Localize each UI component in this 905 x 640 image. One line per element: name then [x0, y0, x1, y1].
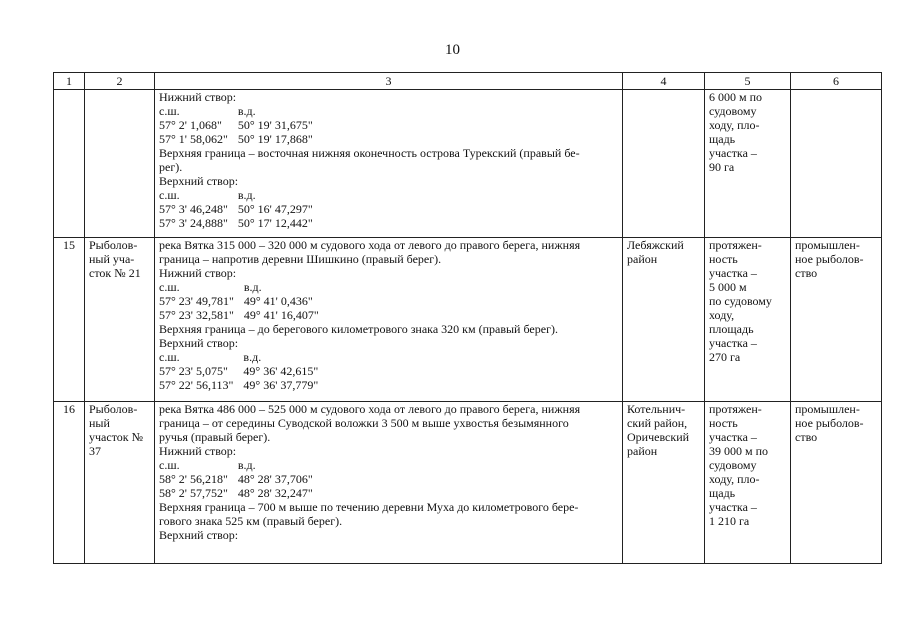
area-size-line: 90 га [709, 160, 735, 174]
district-line: район [627, 443, 658, 458]
latitude: 58° 2' 57,752" [159, 485, 228, 500]
coordinates-row [159, 472, 323, 486]
latitude: 57° 23' 5,075" [159, 363, 228, 378]
longitude: в.д. [237, 104, 256, 118]
description-line: Верхний створ: [159, 335, 239, 350]
latitude: с.ш. [159, 188, 180, 202]
coordinates-row [159, 294, 329, 308]
purpose-line: ное рыболов- [795, 415, 864, 430]
area-name-line: сток № 21 [89, 265, 141, 280]
coordinates-block [159, 458, 323, 500]
longitude: 50° 16' 47,297" [237, 202, 313, 216]
area-size-line: участка – [709, 499, 757, 514]
header-col-2: 2 [85, 73, 155, 90]
coordinates-row [159, 308, 329, 322]
description-line: граница – от середины Суводской воложки 3 500 м выше ухвостья безымянного [159, 415, 569, 430]
area-name-line: Рыболов- [89, 401, 138, 416]
coordinates-row [159, 486, 323, 500]
header-col-4: 4 [623, 73, 705, 90]
description-line: Верхняя граница – 700 м выше по течению деревни Муха до километрового бере- [159, 499, 579, 514]
coordinates-row [159, 132, 323, 146]
fishing-areas-table [53, 72, 882, 564]
district-line: район [627, 251, 658, 266]
area-size-line: 6 000 м по [709, 90, 763, 104]
coordinates-row [159, 202, 323, 216]
description-line: гового знака 525 км (правый берег). [159, 513, 343, 528]
header-col-5: 5 [705, 73, 791, 90]
area-size-line: протяжен- [709, 401, 762, 416]
area-size [705, 401, 791, 563]
longitude: 48° 28' 32,247" [237, 485, 313, 500]
coordinates-row [159, 104, 323, 118]
longitude: 49° 41' 0,436" [243, 293, 313, 308]
district-line: ский район, [627, 415, 688, 430]
latitude: 57° 23' 49,781" [159, 293, 234, 308]
coordinates-row [159, 364, 328, 378]
coordinates-row [159, 378, 328, 392]
description-line: река Вятка 315 000 – 320 000 м судового хода от левого до правого берега, нижняя [159, 237, 581, 252]
latitude: 58° 2' 56,218" [159, 471, 228, 486]
area-size-line: 1 210 га [709, 513, 750, 528]
area-size-line: 270 га [709, 349, 741, 364]
latitude: 57° 2' 1,068" [159, 118, 222, 132]
area-size-line: ность [709, 415, 738, 430]
area-name [85, 401, 155, 563]
area-name-line: участок № 37 [89, 429, 144, 458]
latitude: с.ш. [159, 457, 180, 472]
area-size-line: 5 000 м [709, 279, 747, 294]
area-name-line: ный уча- [89, 251, 135, 266]
purpose-line: ное рыболов- [795, 251, 864, 266]
district-line: Котельнич- [627, 401, 686, 416]
coordinates-row [159, 458, 323, 472]
latitude: 57° 3' 46,248" [159, 202, 228, 216]
coordinates-row [159, 350, 328, 364]
longitude: в.д. [237, 457, 256, 472]
purpose-line: ство [795, 429, 818, 444]
longitude: 50° 19' 31,675" [237, 118, 313, 132]
area-name-line: ный [89, 415, 110, 430]
district [623, 401, 705, 563]
coordinates-block [159, 188, 323, 230]
area-description [155, 401, 623, 563]
area-size-line: ходу, пло- [709, 118, 760, 132]
latitude: с.ш. [159, 279, 180, 294]
area-size-line: участка – [709, 335, 757, 350]
description-line: река Вятка 486 000 – 525 000 м судового хода от левого до правого берега, нижняя [159, 401, 581, 416]
header-col-6: 6 [791, 73, 882, 90]
coordinates-block [159, 280, 329, 322]
description-line: Верхняя граница – восточная нижняя оконечность острова Турекский (правый бе- [159, 146, 580, 160]
header-col-3: 3 [155, 73, 623, 90]
description-line: Нижний створ: [159, 90, 237, 104]
description-line: Нижний створ: [159, 265, 237, 280]
district-line: Оричевский [627, 429, 690, 444]
area-size [705, 90, 791, 238]
row-number: 16 [54, 401, 85, 563]
longitude: 49° 36' 42,615" [243, 363, 319, 378]
longitude: 50° 17' 12,442" [237, 216, 313, 230]
latitude: с.ш. [159, 349, 180, 364]
area-size-line: щадь [709, 485, 736, 500]
row-number: 15 [54, 237, 85, 401]
latitude: 57° 3' 24,888" [159, 216, 228, 230]
longitude: в.д. [237, 188, 256, 202]
longitude: 49° 41' 16,407" [243, 307, 319, 322]
area-size-line: по судовому [709, 293, 772, 308]
longitude: 48° 28' 37,706" [237, 471, 313, 486]
purpose-line: промышлен- [795, 401, 860, 416]
description-line: рег). [159, 160, 183, 174]
coordinates-row [159, 216, 323, 230]
area-description [155, 237, 623, 401]
area-size-line: щадь [709, 132, 736, 146]
description-line: Нижний створ: [159, 443, 237, 458]
area-size-line: участка – [709, 429, 757, 444]
district-line: Лебяжский [627, 237, 684, 252]
description-line: ручья (правый берег). [159, 429, 271, 444]
area-size-line: ность [709, 251, 738, 266]
row-number [54, 90, 85, 238]
description-line: Верхний створ: [159, 527, 239, 542]
area-name [85, 90, 155, 238]
longitude: 49° 36' 37,779" [243, 377, 319, 392]
coordinates-block [159, 350, 328, 392]
page-number: 10 [445, 42, 460, 58]
area-size [705, 237, 791, 401]
district [623, 90, 705, 238]
area-size-line: протяжен- [709, 237, 762, 252]
coordinates-row [159, 118, 323, 132]
description-line: Верхний створ: [159, 174, 239, 188]
coordinates-row [159, 280, 329, 294]
description-line: Верхняя граница – до берегового километрового знака 320 км (правый берег). [159, 321, 558, 336]
table-row [54, 237, 882, 401]
latitude: 57° 1' 58,062" [159, 132, 228, 146]
purpose-line: промышлен- [795, 237, 860, 252]
description-line: граница – напротив деревни Шишкино (правый берег). [159, 251, 442, 266]
longitude: в.д. [243, 279, 262, 294]
latitude: 57° 22' 56,113" [159, 377, 234, 392]
area-size-line: ходу, пло- [709, 471, 760, 486]
latitude: 57° 23' 32,581" [159, 307, 234, 322]
area-size-line: судовому [709, 104, 757, 118]
longitude: в.д. [243, 349, 262, 364]
latitude: с.ш. [159, 104, 180, 118]
table-row [54, 90, 882, 238]
area-size-line: 39 000 м по [709, 443, 769, 458]
area-size-line: судовому [709, 457, 757, 472]
longitude: 50° 19' 17,868" [237, 132, 313, 146]
area-size-line: площадь [709, 321, 754, 336]
header-col-1: 1 [54, 73, 85, 90]
table-row [54, 401, 882, 563]
purpose-line: ство [795, 265, 818, 280]
area-name-line: Рыболов- [89, 237, 138, 252]
purpose [791, 237, 882, 401]
purpose [791, 90, 882, 238]
area-size-line: ходу, [709, 307, 735, 322]
area-description [155, 90, 623, 238]
header-row [54, 73, 882, 90]
district [623, 237, 705, 401]
coordinates-row [159, 188, 323, 202]
coordinates-block [159, 104, 323, 146]
area-size-line: участка – [709, 265, 757, 280]
area-size-line: участка – [709, 146, 757, 160]
area-name [85, 237, 155, 401]
purpose [791, 401, 882, 563]
